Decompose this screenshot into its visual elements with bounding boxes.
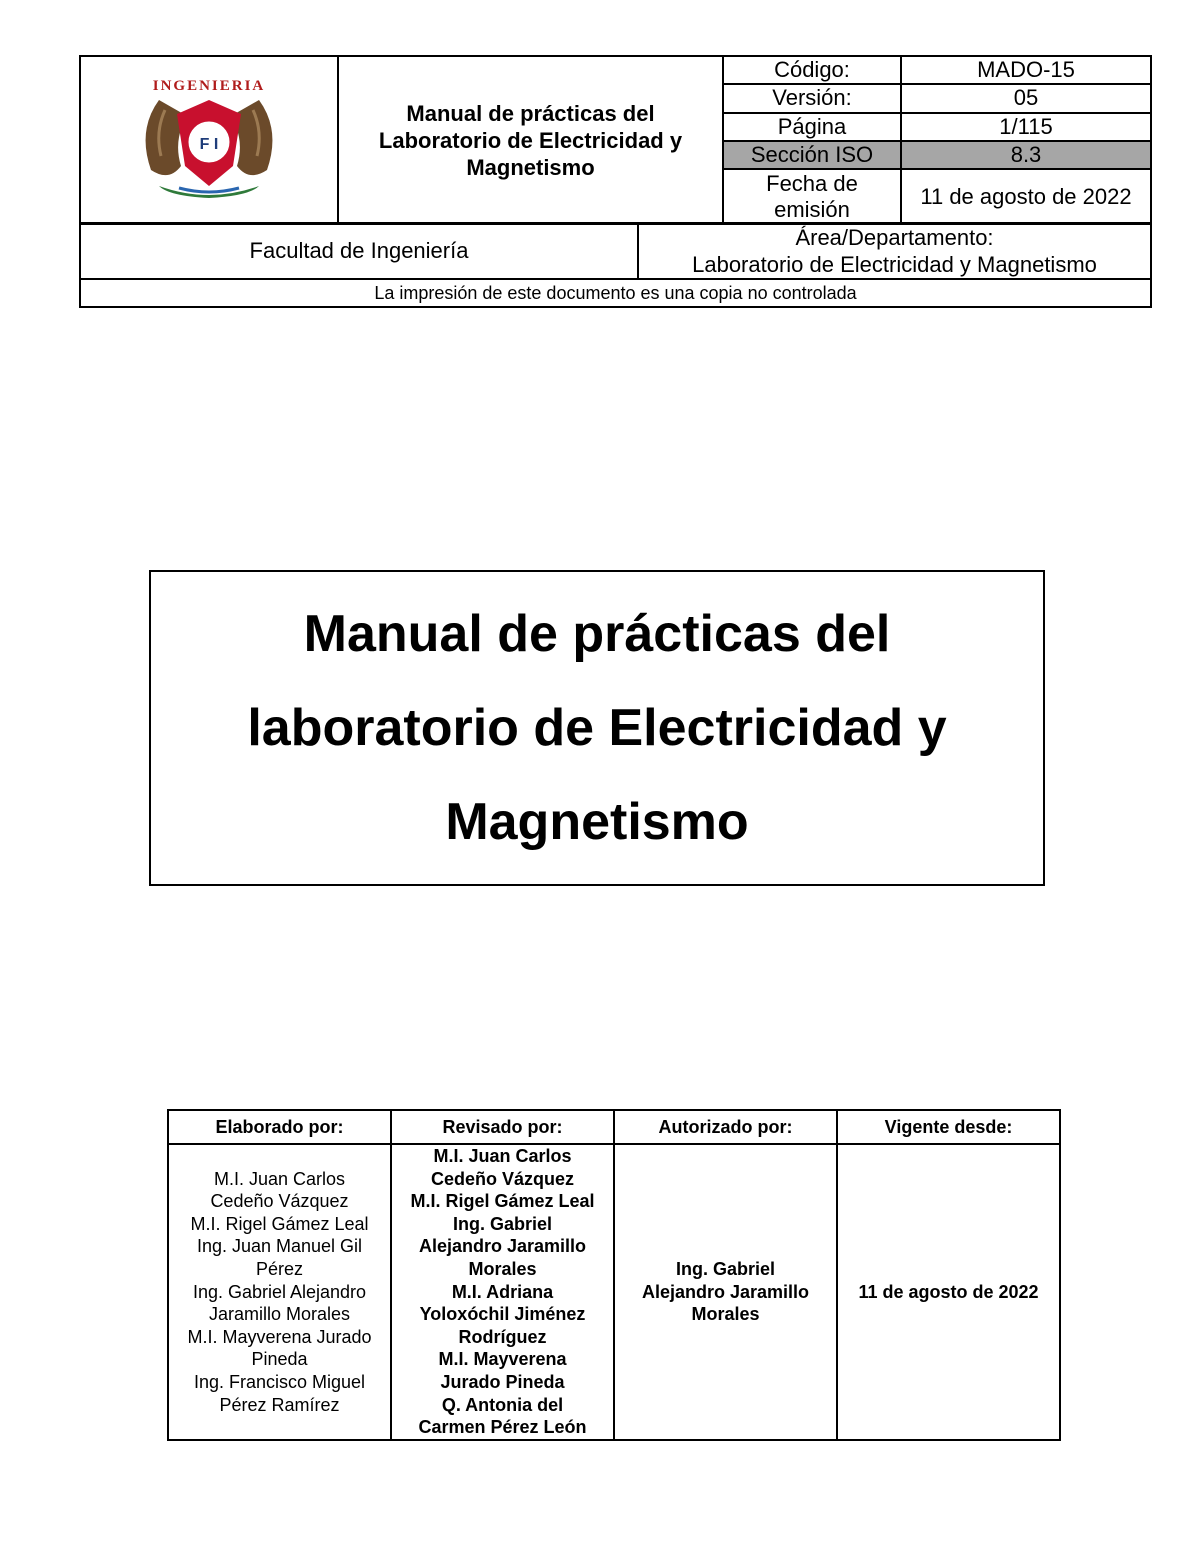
signature-name-line: Ing. Francisco Miguel	[193, 1371, 366, 1392]
signature-name-line: Alejandro Jaramillo	[418, 1236, 587, 1257]
signature-name-line: Yoloxóchil Jiménez	[419, 1304, 586, 1325]
vigente-cell	[837, 1144, 1060, 1440]
elaborado-header: Elaborado por:	[168, 1110, 391, 1144]
signature-name-line: Q. Antonia del	[441, 1394, 564, 1415]
signature-name-line: Ing. Gabriel Alejandro	[192, 1281, 367, 1302]
pagina-value: 1/115	[901, 113, 1151, 141]
signature-name-line: M.I. Juan Carlos	[433, 1146, 572, 1166]
signature-name-line: Pérez Ramírez	[219, 1394, 340, 1415]
signature-name-line: Morales	[691, 1304, 760, 1325]
signature-name-line: Cedeño Vázquez	[430, 1168, 575, 1189]
area-departamento-cell	[638, 223, 1151, 279]
seccion-iso-value: 8.3	[901, 141, 1151, 169]
signatures-table	[167, 1109, 1061, 1441]
header-title-line: Magnetismo	[466, 154, 595, 180]
area-label: Área/Departamento:	[795, 225, 994, 250]
autorizado-header: Autorizado por:	[614, 1110, 837, 1144]
signature-name-line: M.I. Mayverena	[438, 1349, 567, 1370]
codigo-value: MADO-15	[901, 56, 1151, 84]
signature-name-line: Ing. Gabriel	[675, 1258, 776, 1279]
header-table	[79, 55, 1152, 225]
logo-text: INGENIERIA	[152, 78, 266, 94]
signature-name-line: Ing. Gabriel	[452, 1213, 553, 1234]
department-row	[79, 222, 1152, 280]
main-title-line: Magnetismo	[445, 793, 749, 851]
header-title-line: Manual de prácticas del	[406, 100, 655, 126]
version-label: Versión:	[723, 84, 901, 112]
signature-name-line: Jaramillo Morales	[208, 1304, 351, 1325]
pagina-label: Página	[723, 113, 901, 141]
signature-name-line: Alejandro Jaramillo	[641, 1281, 810, 1302]
fecha-label-line: Fecha de	[766, 170, 858, 196]
codigo-label: Código:	[723, 56, 901, 84]
vigente-header: Vigente desde:	[837, 1110, 1060, 1144]
elaborado-cell	[168, 1144, 391, 1440]
signature-name-line: M.I. Rigel Gámez Leal	[190, 1213, 369, 1234]
main-title	[247, 587, 946, 869]
area-value: Laboratorio de Electricidad y Magnetismo	[692, 252, 1097, 277]
signature-name-line: Morales	[468, 1258, 537, 1279]
signature-name-line: Pérez	[255, 1258, 304, 1279]
header-title	[338, 56, 723, 224]
signature-name-line: Pineda	[251, 1349, 308, 1370]
notice-row	[79, 278, 1152, 308]
signature-name-line: Carmen Pérez León	[418, 1417, 587, 1438]
main-title-line: laboratorio de Electricidad y	[247, 699, 947, 757]
fecha-label-line: emisión	[774, 196, 850, 222]
signature-name-line: M.I. Mayverena Jurado	[187, 1326, 372, 1347]
logo-letters: F I	[199, 136, 219, 153]
signature-name-line: M.I. Rigel Gámez Leal	[410, 1191, 595, 1212]
header-title-line: Laboratorio de Electricidad y	[378, 127, 683, 153]
signature-name-line: Ing. Juan Manuel Gil	[196, 1236, 363, 1257]
main-title-line: Manual de prácticas del	[303, 605, 891, 663]
uncontrolled-copy-notice: La impresión de este documento es una copia no controlada	[80, 279, 1151, 307]
signature-name-line: Jurado Pineda	[440, 1371, 565, 1392]
seccion-iso-label: Sección ISO	[723, 141, 901, 169]
revisado-header: Revisado por:	[391, 1110, 614, 1144]
revisado-cell	[391, 1144, 614, 1440]
fecha-emision-value: 11 de agosto de 2022	[901, 169, 1151, 224]
signature-name-line: 11 de agosto de 2022	[858, 1281, 1039, 1302]
autorizado-cell	[614, 1144, 837, 1440]
signature-name-line: M.I. Adriana	[451, 1281, 554, 1302]
signature-name-line: Cedeño Vázquez	[210, 1191, 349, 1212]
signature-name-line: Rodríguez	[458, 1326, 547, 1347]
version-value: 05	[901, 84, 1151, 112]
logo-cell	[80, 56, 338, 224]
facultad-cell: Facultad de Ingeniería	[80, 223, 638, 279]
signature-name-line: M.I. Juan Carlos	[213, 1168, 346, 1189]
fecha-emision-label	[723, 169, 901, 224]
main-title-box	[149, 570, 1045, 886]
unam-engineering-logo	[129, 70, 289, 210]
